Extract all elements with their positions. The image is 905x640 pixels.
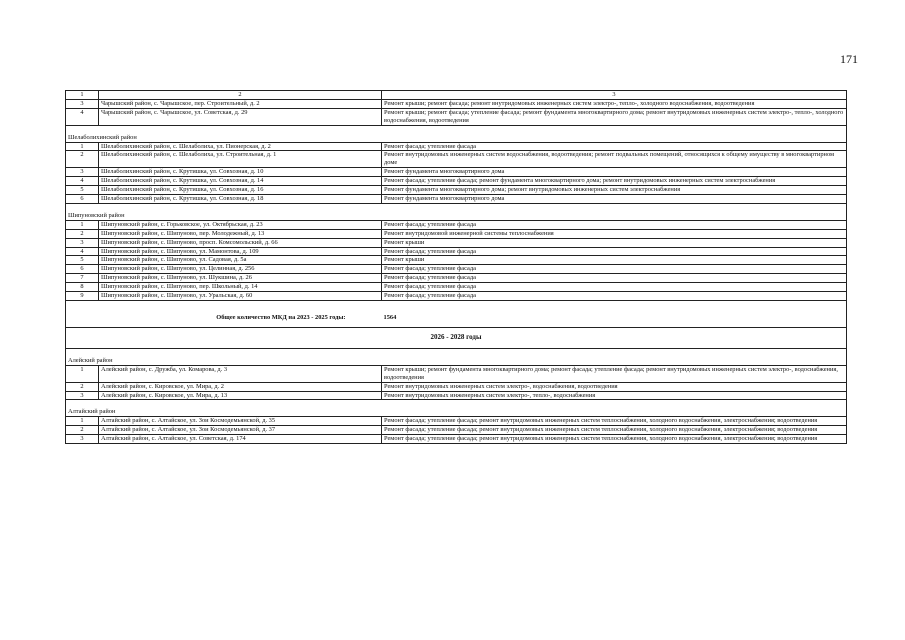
row-number: 4 xyxy=(66,247,99,256)
works-cell: Ремонт фундамента многоквартирного дома xyxy=(382,194,847,203)
works-cell: Ремонт фасада; утепление фасада; ремонт внутридомовых инженерных систем теплоснабжения, холодного водоснабжения, электроснабжения; водоотведения xyxy=(382,426,847,435)
works-cell: Ремонт крыши; ремонт фасада; утепление фасада; ремонт фундамента многоквартирного дома; ремонт внутридомовых инженерных систем электро-, тепло-, холодного водоснабжения, водоотведения xyxy=(382,108,847,125)
row-number: 2 xyxy=(66,151,99,168)
repair-schedule-table xyxy=(65,90,846,444)
district-title: Шипуновский район xyxy=(66,212,847,220)
period-title: 2026 - 2028 годы xyxy=(66,327,847,348)
column-number-row xyxy=(66,91,847,100)
address-cell: Шелаболихинский район, с. Крутишка, ул. Совхозная, д. 14 xyxy=(99,177,382,186)
works-cell: Ремонт фасада; утепление фасада xyxy=(382,142,847,151)
district-title-row xyxy=(66,212,847,220)
spacer-row xyxy=(66,125,847,134)
total-value: 1564 xyxy=(383,313,397,321)
row-number: 7 xyxy=(66,274,99,283)
table-row xyxy=(66,265,847,274)
table-row xyxy=(66,194,847,203)
total-label: Общее количество МКД на 2023 - 2025 годы: xyxy=(216,313,346,321)
table-row xyxy=(66,417,847,426)
table-row xyxy=(66,426,847,435)
row-number: 4 xyxy=(66,108,99,125)
spacer-cell xyxy=(66,125,847,134)
row-number: 3 xyxy=(66,391,99,400)
row-number: 5 xyxy=(66,256,99,265)
row-number: 9 xyxy=(66,292,99,301)
spacer-row xyxy=(66,203,847,212)
address-cell: Шипуновский район, с. Шипуново, пер. Школьный, д. 14 xyxy=(99,283,382,292)
row-number: 5 xyxy=(66,186,99,195)
row-number: 1 xyxy=(66,365,99,382)
address-cell: Алтайский район, с. Алтайское, ул. Зои Космодемьянской, д. 37 xyxy=(99,426,382,435)
district-title: Алтайский район xyxy=(66,408,847,416)
district-title: Алейский район xyxy=(66,357,847,365)
spacer-cell xyxy=(66,203,847,212)
row-number: 1 xyxy=(66,220,99,229)
table-row xyxy=(66,142,847,151)
address-cell: Шипуновский район, с. Шипуново, ул. Садовая, д. 5а xyxy=(99,256,382,265)
table-row xyxy=(66,274,847,283)
address-cell: Шипуновский район, с. Шипуново, ул. Уральская, д. 60 xyxy=(99,292,382,301)
address-cell: Алейский район, с. Кировское, ул. Мира, д. 13 xyxy=(99,391,382,400)
works-cell: Ремонт фасада; утепление фасада xyxy=(382,220,847,229)
table-row xyxy=(66,365,847,382)
address-cell: Шипуновский район, с. Горьковское, ул. Октябрьская, д. 23 xyxy=(99,220,382,229)
address-cell: Алтайский район, с. Алтайское, ул. Зои Космодемьянской, д. 35 xyxy=(99,417,382,426)
row-number: 3 xyxy=(66,435,99,444)
row-number: 1 xyxy=(66,142,99,151)
total-spacer xyxy=(66,309,99,328)
works-cell: Ремонт фасада; утепление фасада; ремонт внутридомовых инженерных систем теплоснабжения, холодного водоснабжения, электроснабжения; водоотведения xyxy=(382,417,847,426)
address-cell: Шелаболихинский район, с. Крутишка, ул. Совхозная, д. 16 xyxy=(99,186,382,195)
table-row xyxy=(66,391,847,400)
table-row xyxy=(66,186,847,195)
column-number-1: 1 xyxy=(66,91,99,100)
address-cell: Шелаболихинский район, с. Шелаболиха, ул. Строительная, д. 1 xyxy=(99,151,382,168)
address-cell: Чарышский район, с. Чарышское, пер. Строительный, д. 2 xyxy=(99,99,382,108)
address-cell: Шипуновский район, с. Шипуново, пер. Молодежный, д. 13 xyxy=(99,229,382,238)
table-row xyxy=(66,108,847,125)
spacer-cell xyxy=(66,300,847,309)
table-row xyxy=(66,238,847,247)
works-cell: Ремонт крыши; ремонт фундамента многоквартирного дома; ремонт фасада; утепление фасада; ремонт внутридомовых инженерных систем электро-, водоснабжения, водоотведения xyxy=(382,365,847,382)
table-row xyxy=(66,168,847,177)
address-cell: Шипуновский район, с. Шипуново, просп. Комсомольский, д. 66 xyxy=(99,238,382,247)
row-number: 3 xyxy=(66,168,99,177)
address-cell: Алейский район, с. Дружба, ул. Комарова, д. 3 xyxy=(99,365,382,382)
row-number: 2 xyxy=(66,382,99,391)
spacer-row xyxy=(66,400,847,409)
spacer-cell xyxy=(66,348,847,357)
table-row xyxy=(66,247,847,256)
district-title-row xyxy=(66,408,847,416)
works-cell: Ремонт внутридомовых инженерных систем электро-, тепло-, водоснабжения xyxy=(382,391,847,400)
row-number: 2 xyxy=(66,229,99,238)
total-row xyxy=(66,309,847,328)
table-row xyxy=(66,177,847,186)
table-row xyxy=(66,220,847,229)
works-cell: Ремонт крыши xyxy=(382,256,847,265)
row-number: 3 xyxy=(66,238,99,247)
spacer-cell xyxy=(66,400,847,409)
district-title: Шелаболихинский район xyxy=(66,134,847,142)
row-number: 6 xyxy=(66,265,99,274)
row-number: 4 xyxy=(66,177,99,186)
row-number: 3 xyxy=(66,99,99,108)
column-number-2: 2 xyxy=(99,91,382,100)
address-cell: Алтайский район, с. Алтайское, ул. Советская, д. 174 xyxy=(99,435,382,444)
column-number-3: 3 xyxy=(382,91,847,100)
address-cell: Шелаболихинский район, с. Шелаболиха, ул. Пионерская, д. 2 xyxy=(99,142,382,151)
address-cell: Шипуновский район, с. Шипуново, ул. Мамонтова, д. 109 xyxy=(99,247,382,256)
address-cell: Шипуновский район, с. Шипуново, ул. Шукшина, д. 26 xyxy=(99,274,382,283)
address-cell: Чарышский район, с. Чарышское, ул. Советская, д. 29 xyxy=(99,108,382,125)
works-cell: Ремонт внутридомовых инженерных систем электро-, водоснабжения, водоотведения xyxy=(382,382,847,391)
row-number: 8 xyxy=(66,283,99,292)
table-row xyxy=(66,292,847,301)
table-row xyxy=(66,99,847,108)
works-cell: Ремонт фасада; утепление фасада xyxy=(382,247,847,256)
works-cell: Ремонт фасада; утепление фасада; ремонт внутридомовых инженерных систем теплоснабжения, холодного водоснабжения, электроснабжения; водоотведения xyxy=(382,435,847,444)
row-number: 2 xyxy=(66,426,99,435)
table-row xyxy=(66,435,847,444)
address-cell: Шипуновский район, с. Шипуново, ул. Целинная, д. 256 xyxy=(99,265,382,274)
table-row xyxy=(66,283,847,292)
works-cell: Ремонт внутридомовых инженерных систем водоснабжения, водоотведения; ремонт подвальных помещений, относящихся к общему имуществу в многоквартирном доме xyxy=(382,151,847,168)
works-cell: Ремонт фасада; утепление фасада xyxy=(382,292,847,301)
works-cell: Ремонт фасада; утепление фасада xyxy=(382,283,847,292)
row-number: 6 xyxy=(66,194,99,203)
table-row xyxy=(66,151,847,168)
works-cell: Ремонт внутридомовой инженерной системы теплоснабжения xyxy=(382,229,847,238)
works-cell: Ремонт фундамента многоквартирного дома; ремонт внутридомовых инженерных систем электроснабжения xyxy=(382,186,847,195)
address-cell: Алейский район, с. Кировское, ул. Мира, д. 2 xyxy=(99,382,382,391)
works-cell: Ремонт фасада; утепление фасада xyxy=(382,265,847,274)
table-row xyxy=(66,256,847,265)
address-cell: Шелаболихинский район, с. Крутишка, ул. Совхозная, д. 10 xyxy=(99,168,382,177)
works-cell: Ремонт крыши; ремонт фасада; ремонт внутридомовых инженерных систем электро-, тепло-, холодного водоснабжения, водоотведения xyxy=(382,99,847,108)
period-row xyxy=(66,327,847,348)
page-number: 171 xyxy=(840,52,858,66)
address-cell: Шелаболихинский район, с. Крутишка, ул. Совхозная, д. 18 xyxy=(99,194,382,203)
table-row xyxy=(66,382,847,391)
spacer-row xyxy=(66,300,847,309)
works-cell: Ремонт фундамента многоквартирного дома xyxy=(382,168,847,177)
table-row xyxy=(66,229,847,238)
district-title-row xyxy=(66,357,847,365)
works-cell: Ремонт фасада; утепление фасада; ремонт фундамента многоквартирного дома; ремонт внутридомовых инженерных систем электроснабжения xyxy=(382,177,847,186)
row-number: 1 xyxy=(66,417,99,426)
works-cell: Ремонт крыши xyxy=(382,238,847,247)
spacer-row xyxy=(66,348,847,357)
district-title-row xyxy=(66,134,847,142)
works-cell: Ремонт фасада; утепление фасада xyxy=(382,274,847,283)
